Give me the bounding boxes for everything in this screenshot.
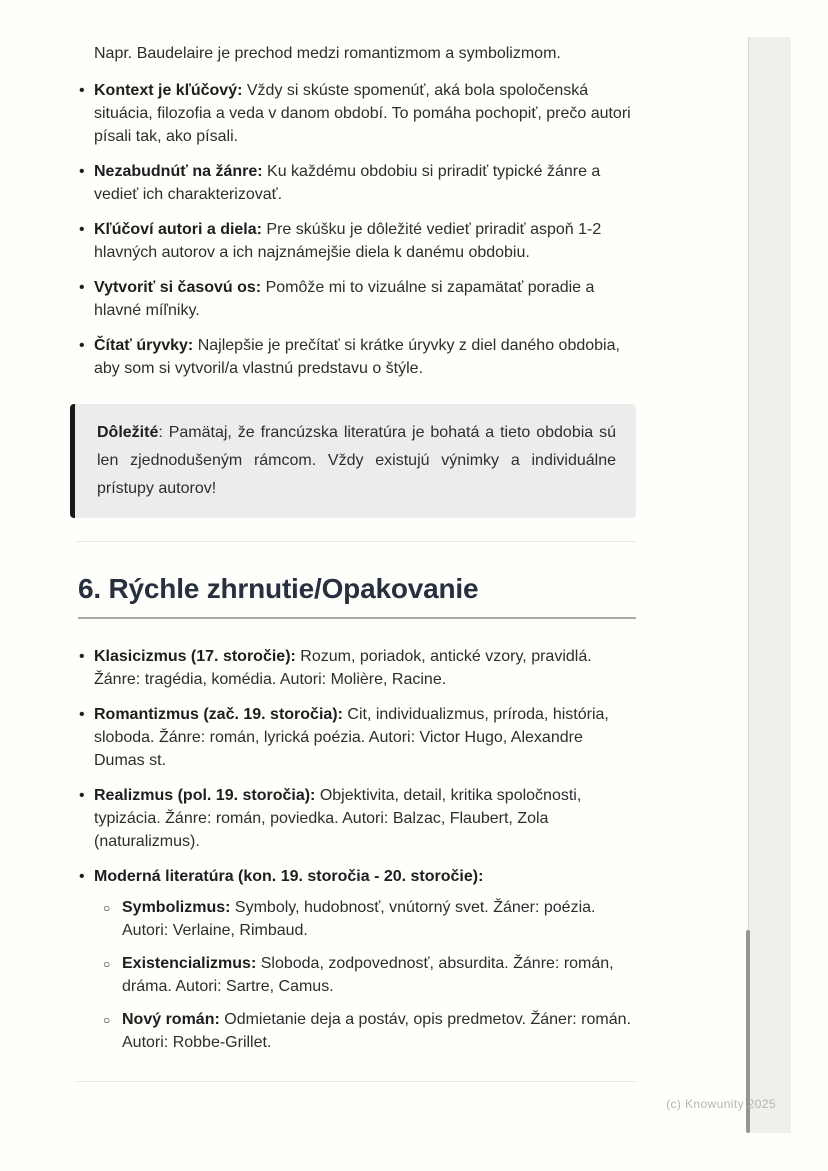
summary-sub-term: Symbolizmus: [122,899,231,916]
callout-text [97,419,616,503]
summary-term: Realizmus (pol. 19. storočia): [94,787,316,804]
summary-item: • Klasicizmus (17. storočie): Rozum, poriadok, antické vzory, pravidlá. Žánre: tragédia, komédia. Autori: Molière, Racine. [76,645,636,691]
summary-item [76,865,636,1054]
summary-item: • Romantizmus (zač. 19. storočia): Cit, individualizmus, príroda, história, sloboda. Žánre: román, lyrická poézia. Autori: Victor Hugo, Alexandre Dumas st. [76,703,636,772]
summary-sub-item: ○ Existencializmus: Sloboda, zodpovednosť, absurdita. Žánre: román, dráma. Autori: Sartre, Camus. [94,952,636,998]
summary-sub-term: Existencializmus: [122,955,257,972]
tip-term: Kľúčoví autori a diela: [94,221,262,238]
summary-term: Moderná literatúra (kon. 19. storočia - 20. storočie): [94,868,484,885]
summary-term: Romantizmus (zač. 19. storočia): [94,706,343,723]
tip-term: Čítať úryvky: [94,337,194,354]
section-divider [76,541,636,542]
section-heading: 6. Rýchle zhrnutie/Opakovanie [78,572,636,619]
tip-item: • Nezabudnúť na žánre: Ku každému obdobiu si priradiť typické žánre a vedieť ich charakterizovať. [76,160,636,206]
summary-sub-item: ○ Nový román: Odmietanie deja a postáv, opis predmetov. Žáner: román. Autori: Robbe-Grillet. [94,1008,636,1054]
tip-item: • Vytvoriť si časovú os: Pomôže mi to vizuálne si zapamätať poradie a hlavné míľniky. [76,276,636,322]
intro-paragraph: Napr. Baudelaire je prechod medzi romantizmom a symbolizmom. [94,45,561,62]
bottom-divider [76,1081,636,1082]
tip-term: Kontext je kľúčový: [94,82,243,99]
tip-item: • Kontext je kľúčový: Vždy si skúste spomenúť, aká bola spoločenská situácia, filozofia a veda v danom období. To pomáha pochopiť, prečo autori písali tak, ako písali. [76,79,636,148]
tip-item: • Kľúčoví autori a diela: Pre skúšku je dôležité vedieť priradiť aspoň 1-2 hlavných autorov a ich najznámejšie diela k danému obdobiu. [76,218,636,264]
document-content [76,42,636,1082]
tip-term: Nezabudnúť na žánre: [94,163,263,180]
scrollbar-track[interactable] [748,37,791,1133]
callout-lead: Dôležité [97,424,159,441]
summary-item: • Realizmus (pol. 19. storočia): Objektivita, detail, kritika spoločnosti, typizácia. Žánre: román, poviedka. Autori: Balzac, Flaubert, Zola (naturalizmus). [76,784,636,853]
copyright-note: (c) Knowunity 2025 [666,1097,776,1111]
summary-term: Klasicizmus (17. storočie): [94,648,296,665]
tip-item: • Čítať úryvky: Najlepšie je prečítať si krátke úryvky z diel daného obdobia, aby som si vytvoril/a vlastnú predstavu o štýle. [76,334,636,380]
tip-term: Vytvoriť si časovú os: [94,279,262,296]
tips-list [76,79,636,380]
callout-body: : Pamätaj, že francúzska literatúra je bohatá a tieto obdobia sú len zjednodušeným rámcom. Vždy existujú výnimky a individuálne prístupy autorov! [97,424,616,497]
summary-sub-term: Nový román: [122,1011,220,1028]
summary-sublist [94,896,636,1054]
important-callout [70,404,636,518]
summary-list [76,645,636,1054]
summary-sub-item: ○ Symbolizmus: Symboly, hudobnosť, vnútorný svet. Žáner: poézia. Autori: Verlaine, Rimbaud. [94,896,636,942]
